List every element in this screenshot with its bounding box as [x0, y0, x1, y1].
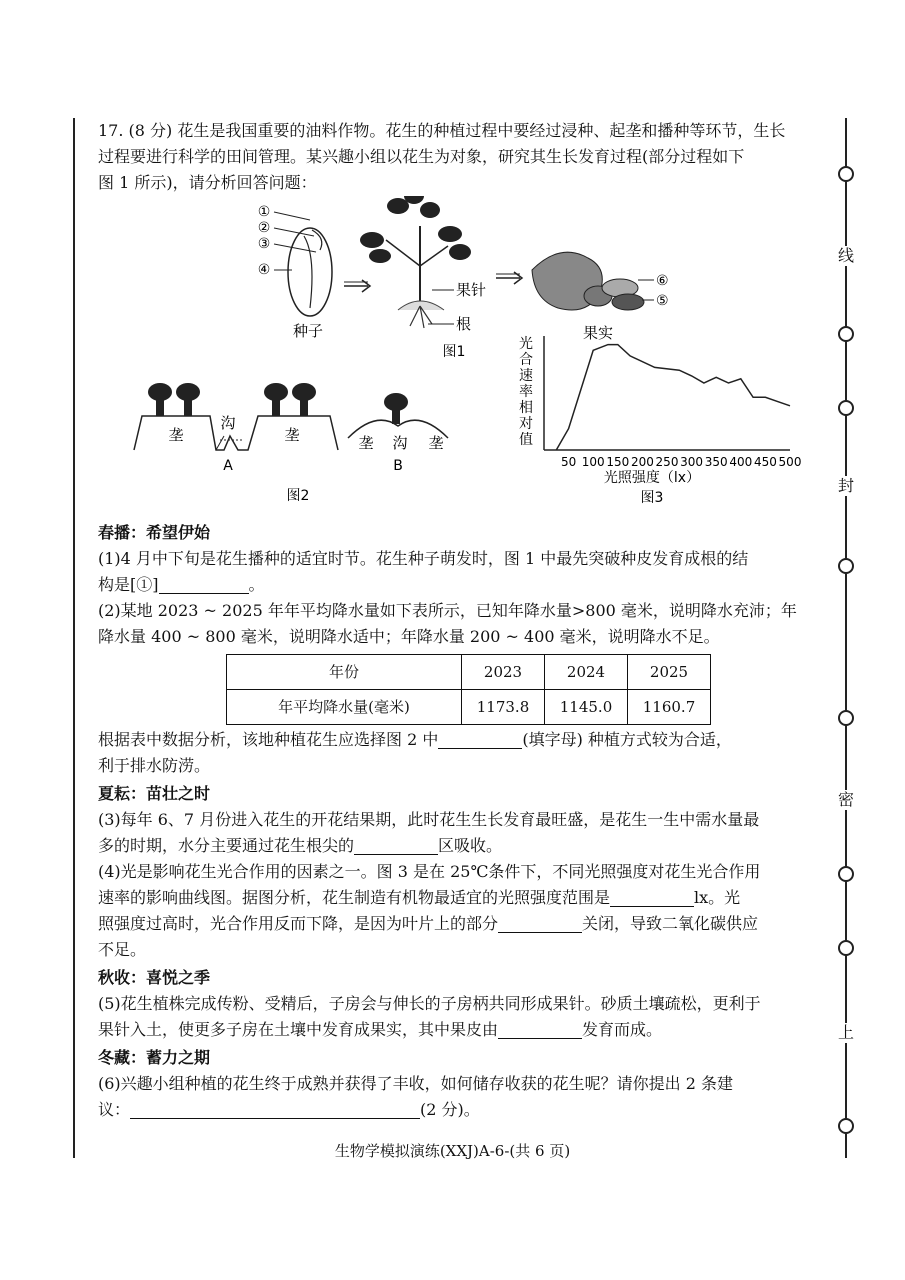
q3-text: 多的时期，水分主要通过花生根尖的	[98, 836, 355, 855]
fig1-peanut-plant	[360, 196, 486, 360]
intro-line: 图 1 所示)，请分析回答问题：	[98, 173, 317, 192]
q2-text: 根据表中数据分析，该地种植花生应选择图 2 中	[98, 730, 439, 749]
table-header-cell: 2025	[628, 655, 711, 690]
q4-text: 照强度过高时，光合作用反而下降，是因为叶片上的部分	[98, 914, 499, 933]
y-axis-label-char: 率	[519, 384, 533, 400]
seed-label-3: ③	[257, 236, 271, 252]
q6-text: 议：	[98, 1100, 131, 1119]
q5-line	[98, 1017, 808, 1043]
y-axis-label-char: 对	[519, 416, 533, 432]
arrow-icon	[496, 272, 522, 284]
section-winter: 冬藏：蓄力之期	[98, 1048, 211, 1067]
q4-line: 不足。	[98, 940, 147, 959]
fruit-caption: 果实	[582, 324, 614, 342]
y-axis-label-char: 合	[519, 352, 533, 368]
q4-text: 关闭，导致二氧化碳供应	[582, 914, 759, 933]
binding-circle	[838, 400, 854, 416]
x-tick-label: 350	[704, 455, 728, 469]
binding-char-xian: 线	[831, 246, 861, 266]
table-cell: 年平均降水量(毫米)	[227, 690, 462, 725]
q4-line	[98, 911, 808, 937]
q4-line: (4)光是影响花生光合作用的因素之一。图 3 是在 25℃条件下，不同光照强度对花生光合作用	[98, 862, 761, 881]
binding-rule	[845, 118, 847, 1158]
figures-area	[98, 196, 808, 518]
q3-text: 区吸收。	[438, 836, 503, 855]
q1-line	[98, 572, 808, 598]
intro-line: 17. (8 分) 花生是我国重要的油料作物。花生的种植过程中要经过浸种、起垄和播种等环节，生长	[98, 121, 786, 140]
q1-line: (1)4 月中下旬是花生播种的适宜时节。花生种子萌发时，图 1 中最先突破种皮发育成根的结	[98, 549, 749, 568]
q6-answer-blank[interactable]	[130, 1100, 420, 1119]
q2-line: 利于排水防涝。	[98, 756, 211, 775]
rainfall-table	[226, 654, 711, 725]
table-cell: 1173.8	[462, 690, 545, 725]
binding-circle	[838, 558, 854, 574]
x-tick-label: 300	[680, 455, 704, 469]
q6-line	[98, 1097, 808, 1123]
x-tick-label: 100	[581, 455, 605, 469]
root-label: 根	[456, 315, 472, 333]
seed-label-4: ④	[257, 262, 271, 278]
y-axis-label-char: 值	[519, 432, 533, 448]
y-axis-label-char: 速	[519, 368, 533, 384]
q6-line: (6)兴趣小组种植的花生终于成熟并获得了丰收，如何储存收获的花生呢？请你提出 2 条建	[98, 1074, 734, 1093]
ridge-label: 垄	[428, 434, 444, 452]
seed-label-2: ②	[257, 220, 271, 236]
q3-line	[98, 833, 808, 859]
x-tick-label: 150	[606, 455, 630, 469]
seed-label-1: ①	[257, 204, 271, 220]
fig1-caption: 图1	[442, 344, 466, 360]
q5-text: 果针入土，使更多子房在土壤中发育成果实，其中果皮由	[98, 1020, 499, 1039]
arrow-icon	[344, 280, 370, 292]
figures-svg	[98, 196, 808, 518]
photosynthesis-curve	[556, 345, 790, 450]
q4-answer-blank-2[interactable]	[498, 914, 582, 933]
fig2-option-a: A	[223, 458, 233, 474]
binding-circle	[838, 940, 854, 956]
q5-answer-blank[interactable]	[498, 1020, 582, 1039]
q5-line: (5)花生植株完成传粉、受精后，子房会与伸长的子房柄共同形成果针。砂质土壤疏松，更利于	[98, 994, 761, 1013]
binding-margin	[831, 118, 861, 1158]
fig2-option-b: B	[393, 458, 403, 474]
fruit-needle-label: 果针	[456, 281, 487, 299]
q3-answer-blank[interactable]	[354, 836, 438, 855]
q1-text: 构是[①]	[98, 575, 159, 594]
fruit-label-6: ⑥	[656, 273, 669, 289]
x-tick-label: 400	[729, 455, 753, 469]
q2-line: 降水量 400 ~ 800 毫米，说明降水适中；年降水量 200 ~ 400 毫米，说明降水不足。	[98, 627, 720, 646]
fig1-peanut-fruit	[532, 252, 669, 342]
table-cell: 1160.7	[628, 690, 711, 725]
question-17	[98, 118, 808, 1123]
table-row	[227, 655, 711, 690]
fig2-planting-methods	[134, 383, 448, 504]
binding-circle	[838, 166, 854, 182]
fig1-seed	[258, 204, 332, 340]
binding-char-mi: 密	[831, 790, 861, 810]
page-footer: 生物学模拟演练(XXJ)A-6-(共 6 页)	[334, 1142, 571, 1160]
table-header-cell: 年份	[227, 655, 462, 690]
left-margin-line	[73, 118, 75, 1158]
intro-line: 过程要进行科学的田间管理。某兴趣小组以花生为对象，研究其生长发育过程(部分过程如下	[98, 147, 745, 166]
x-tick-label: 250	[655, 455, 679, 469]
ridge-label: 垄	[284, 426, 300, 444]
section-spring: 春播：希望伊始	[98, 523, 211, 542]
x-axis-label: 光照强度（lx）	[603, 470, 701, 486]
x-tick-label: 200	[630, 455, 654, 469]
binding-circle	[838, 866, 854, 882]
fruit-label-5: ⑤	[656, 293, 669, 309]
q3-line: (3)每年 6、7 月份进入花生的开花结果期，此时花生生长发育最旺盛，是花生一生中需水量最	[98, 810, 760, 829]
y-axis-label-char: 光	[519, 336, 533, 352]
q2-line: (2)某地 2023 ~ 2025 年年平均降水量如下表所示，已知年降水量>800 毫米，说明降水充沛；年	[98, 601, 797, 620]
section-autumn: 秋收：喜悦之季	[98, 968, 211, 987]
q1-text: 。	[248, 575, 265, 594]
q4-text: lx。光	[694, 888, 741, 907]
table-header-cell: 2024	[545, 655, 628, 690]
binding-char-shang: 上	[831, 1023, 861, 1043]
ridge-label: 垄	[168, 426, 184, 444]
binding-circle	[838, 326, 854, 342]
q2-text: (填字母) 种植方式较为合适，	[522, 730, 732, 749]
seed-caption: 种子	[292, 322, 324, 340]
y-axis-label-char: 相	[519, 400, 533, 416]
q1-answer-blank[interactable]	[159, 575, 249, 594]
x-tick-label: 450	[753, 455, 777, 469]
y-axis-label	[519, 335, 533, 448]
furrow-label: 沟	[220, 414, 236, 432]
q5-text: 发育而成。	[582, 1020, 663, 1039]
x-tick-label: 500	[778, 455, 802, 469]
fig3-chart	[519, 335, 801, 506]
q2-line	[98, 727, 808, 753]
q2-answer-blank[interactable]	[438, 730, 522, 749]
section-summer: 夏耘：苗壮之时	[98, 784, 211, 803]
q4-text: 速率的影响曲线图。据图分析，花生制造有机物最适宜的光照强度范围是	[98, 888, 611, 907]
table-header-cell: 2023	[462, 655, 545, 690]
ridge-label: 垄	[358, 434, 374, 452]
q4-answer-blank[interactable]	[610, 888, 694, 907]
fig3-caption: 图3	[640, 490, 664, 506]
binding-char-feng: 封	[831, 476, 861, 496]
binding-circle	[838, 710, 854, 726]
table-row	[227, 690, 711, 725]
table-cell: 1145.0	[545, 690, 628, 725]
q6-text: (2 分)。	[420, 1100, 480, 1119]
furrow-label: 沟	[392, 434, 408, 452]
binding-circle	[838, 1118, 854, 1134]
fig2-caption: 图2	[286, 488, 310, 504]
x-tick-label: 50	[560, 455, 577, 469]
q4-line	[98, 885, 808, 911]
